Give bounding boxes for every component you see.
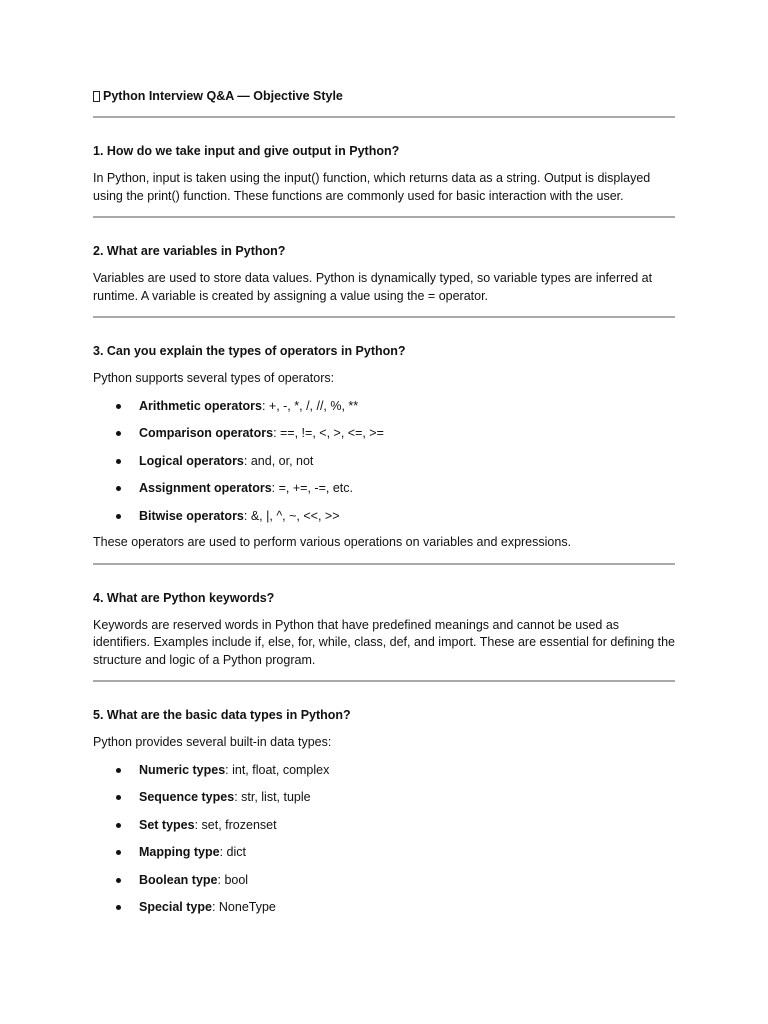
- qa-section-3: [93, 342, 675, 565]
- question-3: 3. Can you explain the types of operators in Python?: [93, 344, 406, 358]
- list-item-desc: : bool: [217, 872, 249, 887]
- list-item-desc: : NoneType: [211, 900, 276, 914]
- qa-section-5: [93, 706, 675, 926]
- list-item: [93, 479, 675, 507]
- list-item-term: Assignment operators: [139, 481, 272, 495]
- list-item: [93, 424, 675, 452]
- list-item-desc: : &, |, ^, ~, <<, >>: [243, 508, 340, 523]
- bullet-icon: [116, 768, 121, 773]
- answer-3-intro: Python supports several types of operators:: [93, 371, 335, 385]
- list-item: [93, 788, 675, 816]
- bullet-icon: [116, 486, 121, 491]
- list-item: [93, 898, 675, 926]
- answer-3-outro: These operators are used to perform various operations on variables and expressions.: [93, 535, 572, 549]
- list-item-term: Boolean type: [139, 872, 218, 887]
- divider: [93, 316, 675, 318]
- list-item-term: Numeric types: [139, 762, 226, 777]
- list-item-term: Set types: [139, 817, 195, 832]
- answer-5-intro: Python provides several built-in data types:: [93, 735, 332, 749]
- list-item-term: Comparison operators: [139, 426, 274, 440]
- list-item-term: Logical operators: [139, 453, 244, 468]
- bullet-icon: [116, 850, 121, 855]
- bullet-icon: [116, 404, 121, 409]
- list-item-desc: : str, list, tuple: [234, 790, 311, 804]
- list-item: [93, 761, 675, 789]
- divider: [93, 116, 675, 118]
- list-item: [93, 816, 675, 844]
- bullet-icon: [116, 905, 121, 910]
- question-2: 2. What are variables in Python?: [93, 244, 286, 258]
- list-item: [93, 452, 675, 480]
- list-item: [93, 871, 675, 899]
- document-title-row: [93, 87, 675, 105]
- list-item-desc: : set, frozenset: [194, 817, 277, 832]
- document-title: Python Interview Q&A — Objective Style: [103, 89, 343, 103]
- list-item-term: Special type: [139, 900, 212, 914]
- list-item-desc: : +, -, *, /, //, %, **: [261, 398, 359, 413]
- operator-list: [93, 397, 675, 535]
- bullet-icon: [116, 431, 121, 436]
- list-item-desc: : and, or, not: [243, 453, 314, 468]
- list-item-desc: : =, +=, -=, etc.: [271, 481, 353, 495]
- list-item-desc: : int, float, complex: [225, 762, 330, 777]
- list-item-desc: : ==, !=, <, >, <=, >=: [273, 426, 384, 440]
- qa-section-1: [93, 142, 675, 218]
- bullet-icon: [116, 823, 121, 828]
- divider: [93, 563, 675, 565]
- answer-2: Variables are used to store data values. Python is dynamically typed, so variable types are inferred at runtime. A variable is created by assigning a value using the = operator.: [93, 271, 653, 303]
- list-item-term: Sequence types: [139, 790, 235, 804]
- bullet-icon: [116, 795, 121, 800]
- answer-4: Keywords are reserved words in Python that have predefined meanings and cannot be used as identifiers. Examples include if, else, for, while, class, def, and import. These are essential for defining the structure and logic of a Python program.: [93, 617, 676, 667]
- divider: [93, 216, 675, 218]
- list-item: [93, 843, 675, 871]
- list-item: [93, 397, 675, 425]
- list-item-term: Arithmetic operators: [139, 398, 262, 413]
- bullet-icon: [116, 878, 121, 883]
- list-item-term: Bitwise operators: [139, 508, 244, 523]
- list-item-term: Mapping type: [139, 845, 220, 859]
- bullet-icon: [116, 514, 121, 519]
- bullet-icon: [116, 459, 121, 464]
- question-4: 4. What are Python keywords?: [93, 590, 275, 605]
- qa-section-2: [93, 242, 675, 318]
- question-5: 5. What are the basic data types in Python?: [93, 708, 351, 722]
- missing-glyph-icon: [93, 91, 100, 102]
- document-content: [93, 87, 675, 926]
- qa-section-4: [93, 589, 675, 683]
- answer-1: In Python, input is taken using the input() function, which returns data as a string. Output is displayed using the print() function. These functions are commonly used for basic interaction with the user.: [93, 171, 651, 203]
- list-item-desc: : dict: [219, 845, 246, 859]
- divider: [93, 680, 675, 682]
- list-item: [93, 507, 675, 535]
- question-1: 1. How do we take input and give output in Python?: [93, 144, 400, 158]
- data-type-list: [93, 761, 675, 926]
